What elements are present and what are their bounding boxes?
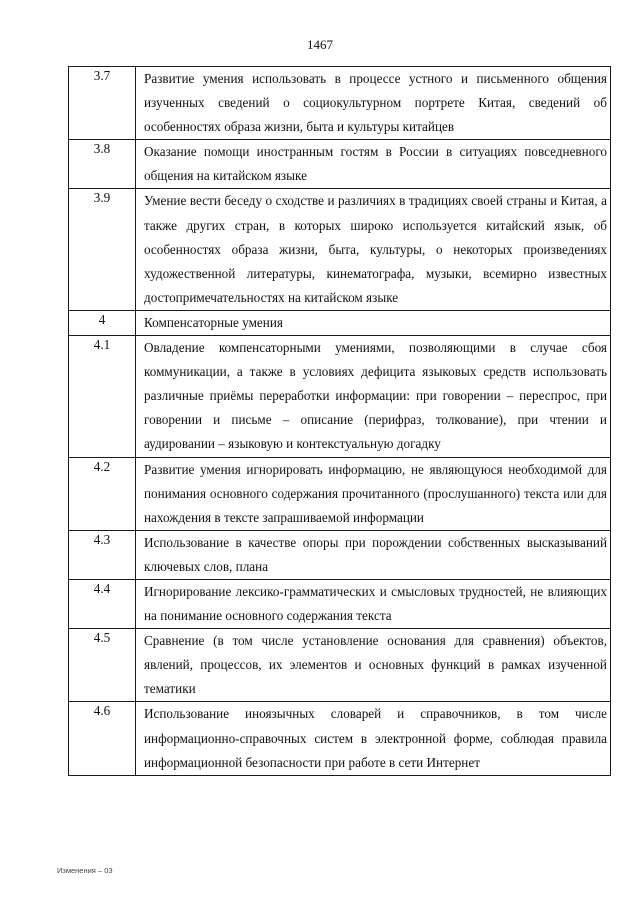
table-row — [69, 67, 611, 140]
footer-note: Изменения – 03 — [57, 866, 113, 875]
table-row — [69, 579, 611, 628]
row-number: 4 — [69, 310, 136, 335]
row-number: 4.1 — [69, 336, 136, 457]
row-text: Использование в качестве опоры при порождении собственных высказываний ключевых слов, плана — [136, 530, 611, 579]
row-number: 4.5 — [69, 629, 136, 702]
row-number: 3.9 — [69, 189, 136, 310]
table-body — [69, 67, 611, 776]
row-text: Овладение компенсаторными умениями, позволяющими в случае сбоя коммуникации, а также в условиях дефицита языковых средств использовать различные приёмы переработки информации: при говорении – переспрос, при говорении и письме – описание (перифраз, толкование), при чтении и аудировании – языковую и контекстуальную догадку — [136, 336, 611, 457]
row-text: Развитие умения использовать в процессе устного и письменного общения изученных сведений о социокультурном портрете Китая, сведений об особенностях образа жизни, быта и культуры китайцев — [136, 67, 611, 140]
row-text: Использование иноязычных словарей и справочников, в том числе информационно-справочных систем в электронной форме, соблюдая правила информационной безопасности при работе в сети Интернет — [136, 702, 611, 775]
table-row — [69, 457, 611, 530]
table-row — [69, 702, 611, 775]
row-number: 4.2 — [69, 457, 136, 530]
page-number: 1467 — [307, 37, 333, 52]
requirements-table — [68, 66, 611, 776]
table-row — [69, 336, 611, 457]
row-number: 3.7 — [69, 67, 136, 140]
row-number: 4.6 — [69, 702, 136, 775]
table-row — [69, 530, 611, 579]
row-text: Сравнение (в том числе установление основания для сравнения) объектов, явлений, процессов, их элементов и основных функций в рамках изученной тематики — [136, 629, 611, 702]
table-row — [69, 629, 611, 702]
row-text: Компенсаторные умения — [136, 310, 611, 335]
row-text: Оказание помощи иностранным гостям в России в ситуациях повседневного общения на китайском языке — [136, 140, 611, 189]
row-text: Игнорирование лексико-грамматических и смысловых трудностей, не влияющих на понимание основного содержания текста — [136, 579, 611, 628]
row-number: 4.4 — [69, 579, 136, 628]
row-text: Умение вести беседу о сходстве и различиях в традициях своей страны и Китая, а также других стран, в которых широко используется китайский язык, об особенностях образа жизни, быта, культуры, о некоторых произведениях художественной литературы, кинематографа, музыки, всемирно известных достопримечательностях на китайском языке — [136, 189, 611, 310]
row-number: 3.8 — [69, 140, 136, 189]
row-text: Развитие умения игнорировать информацию, не являющуюся необходимой для понимания основного содержания прочитанного (прослушанного) текста или для нахождения в тексте запрашиваемой информации — [136, 457, 611, 530]
table-row — [69, 189, 611, 310]
row-number: 4.3 — [69, 530, 136, 579]
table-row — [69, 310, 611, 335]
table-row — [69, 140, 611, 189]
